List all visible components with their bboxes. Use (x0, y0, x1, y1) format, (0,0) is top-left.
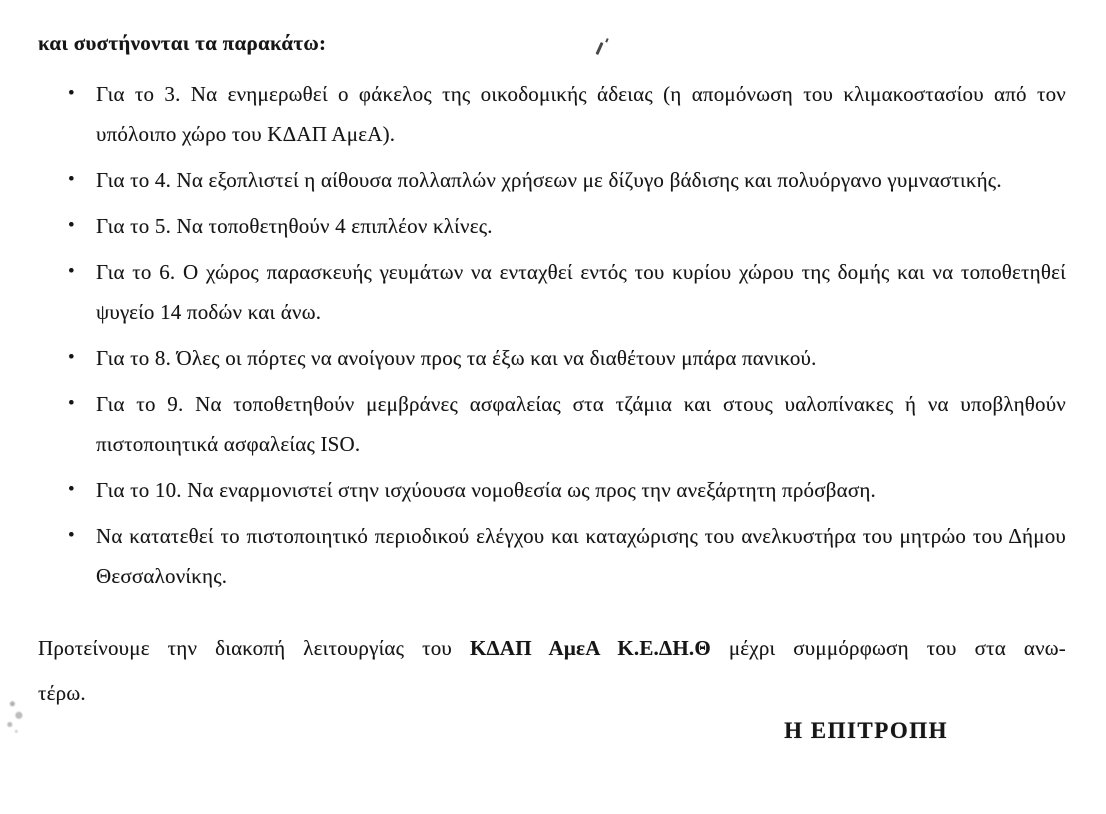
bullet-text: Να κατατεθεί το πιστοποιητικό περιοδικού ελέγχου και καταχώρισης του ανελκυστήρα του μητρώο του Δήμου Θεσσαλονίκης. (96, 524, 1066, 588)
bullet-item (68, 160, 1066, 200)
bullet-text: Για το 6. Ο χώρος παρασκευής γευμάτων να ενταχθεί εντός του κυρίου χώρου της δομής και να τοποθετηθεί ψυγείο 14 ποδών και άνω. (96, 260, 1066, 324)
bullet-item (68, 384, 1066, 464)
bullet-text: Για το 8. Όλες οι πόρτες να ανοίγουν προς τα έξω και να διαθέτουν μπάρα πανικού. (96, 346, 817, 370)
bullet-dot: • (68, 83, 75, 104)
closing-line-2: τέρω. (38, 681, 86, 705)
intro-heading: και συστήνονται τα παρακάτω: (38, 31, 327, 55)
bullet-text: Για το 10. Να εναρμονιστεί στην ισχύουσα νομοθεσία ως προς την ανεξάρτητη πρόσβαση. (96, 478, 877, 502)
closing-text-post: μέχρι συμμόρφωση του στα ανω- (710, 636, 1066, 660)
closing-line-1 (38, 626, 1066, 671)
closing-text-pre: Προτείνουμε την διακοπή λειτουργίας του (38, 636, 470, 660)
signature-committee: Η ΕΠΙΤΡΟΠΗ (784, 718, 948, 743)
bullet-item (68, 206, 1066, 246)
bullet-dot: • (68, 169, 75, 190)
org-name: ΚΔΑΠ ΑμεΑ Κ.Ε.ΔΗ.Θ (469, 636, 711, 660)
bullet-item (68, 74, 1066, 154)
closing-paragraph (38, 626, 1066, 716)
bullet-item (68, 516, 1066, 596)
bullet-item (68, 470, 1066, 510)
bullet-item (68, 338, 1066, 378)
bullet-text: Για το 4. Να εξοπλιστεί η αίθουσα πολλαπλών χρήσεων με δίζυγο βάδισης και πολυόργανο γυμναστικής. (96, 168, 1002, 192)
bullet-text: Για το 5. Να τοποθετηθούν 4 επιπλέον κλίνες. (96, 214, 493, 238)
bullet-dot: • (68, 525, 75, 546)
bullet-list (38, 74, 1066, 596)
bullet-dot: • (68, 215, 75, 236)
bullet-dot: • (68, 479, 75, 500)
bullet-dot: • (68, 261, 75, 282)
bullet-dot: • (68, 347, 75, 368)
bullet-dot: • (68, 393, 75, 414)
bullet-item (68, 252, 1066, 332)
scan-artifact (2, 690, 28, 736)
bullet-text: Για το 3. Να ενημερωθεί ο φάκελος της οικοδομικής άδειας (η απομόνωση του κλιμακοστασίου από τον υπόλοιπο χώρο του ΚΔΑΠ ΑμεΑ). (96, 82, 1066, 146)
bullet-text: Για το 9. Να τοποθετηθούν μεμβράνες ασφαλείας στα τζάμια και στους υαλοπίνακες ή να υποβληθούν πιστοποιητικά ασφαλείας ISO. (96, 392, 1066, 456)
